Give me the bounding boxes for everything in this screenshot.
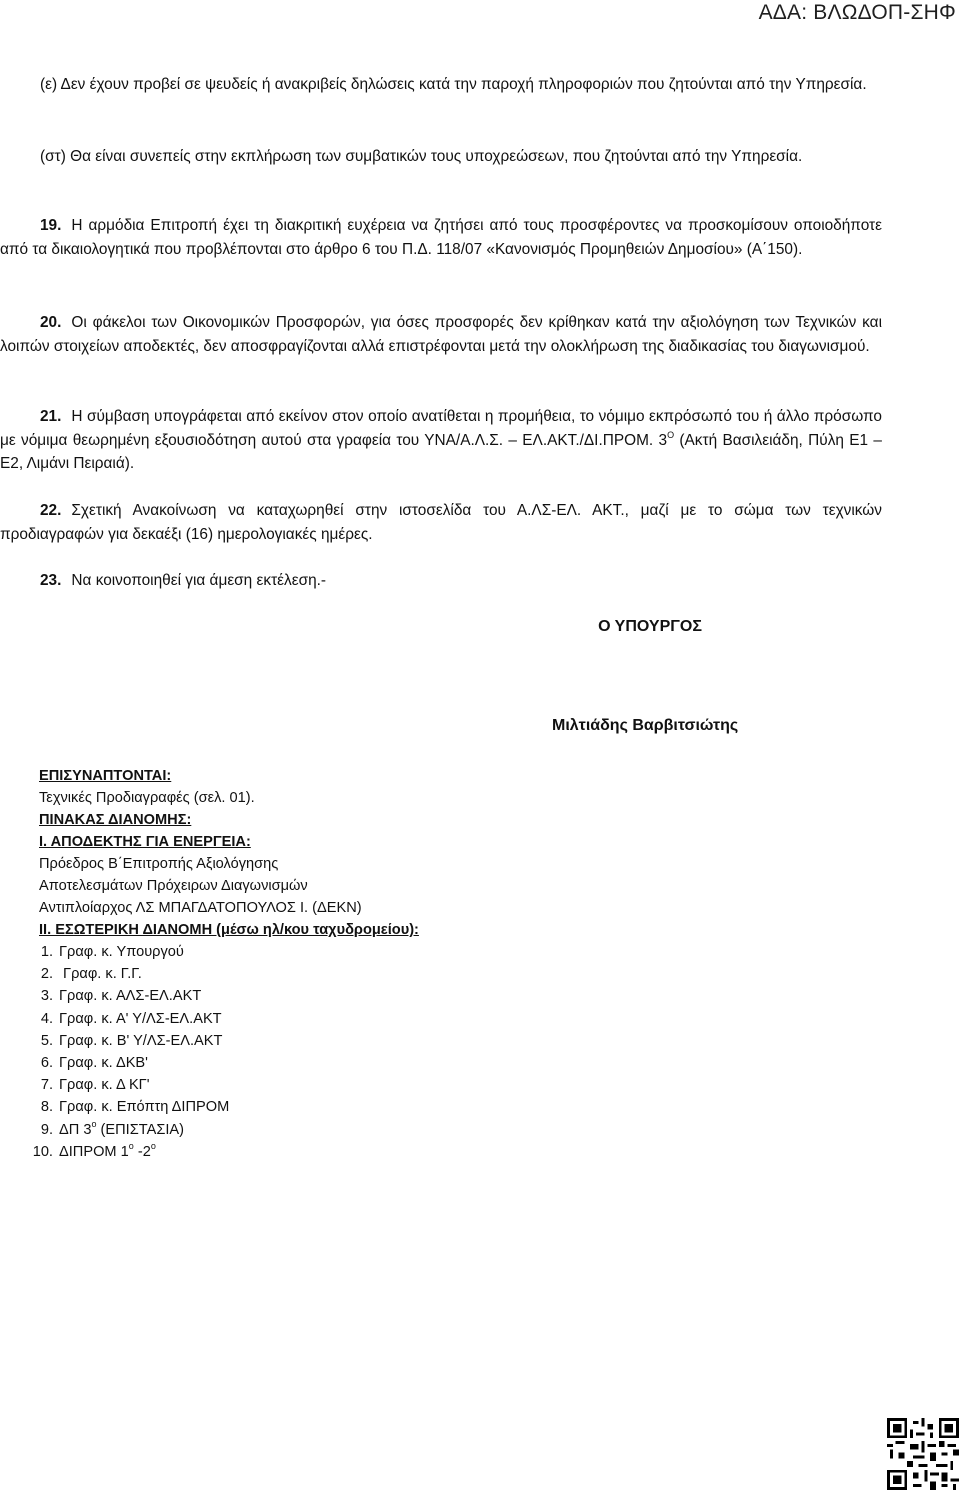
paragraph-number: 22.: [40, 502, 62, 519]
list-item: 3. Γραφ. κ. ΑΛΣ-ΕΛ.ΑΚΤ: [40, 988, 202, 1005]
list-item: 9. ΔΠ $3^o$ (ΕΠΙΣΤΑΣΙΑ): [40, 1118, 184, 1138]
ada-code: ΑΔΑ: ΒΛΩΔΟΠ-ΣΗΦ: [758, 1, 956, 24]
distribution-heading: ΠΙΝΑΚΑΣ ΔΙΑΝΟΜΗΣ:: [39, 812, 192, 828]
internal-distribution-heading: ΙΙ. ΕΣΩΤΕΡΙΚΗ ΔΙΑΝΟΜΗ (μέσω ηλ/κου ταχυδρομείου):: [39, 922, 419, 938]
signature-title: Ο ΥΠΟΥΡΓΟΣ: [598, 618, 702, 635]
paragraph-19: 19. Η αρμόδια Επιτροπή έχει τη διακριτική ευχέρεια να ζητήσει από τους προσφέροντες να προσκομίσουν οποιοδήποτε από τα δικαιολογητικά που προβλέπονται στο άρθρο 6 του Π.Δ. 118/07 «Κανονισμός Προμηθειών Δημοσίου» (Α΄150).: [0, 217, 882, 258]
annex-block: [39, 765, 419, 941]
signature-name: Μιλτιάδης Βαρβιτσιώτης: [552, 717, 739, 734]
paragraph-e: (ε) Δεν έχουν προβεί σε ψευδείς ή ανακριβείς δηλώσεις κατά την παροχή πληροφοριών που ζητούνται από την Υπηρεσία.: [40, 76, 867, 93]
action-recipient-line: Πρόεδρος Β΄Επιτροπής Αξιολόγησης: [39, 856, 279, 872]
list-item: 2. Γραφ. κ. Γ.Γ.: [40, 966, 142, 983]
list-item: 1. Γραφ. κ. Υπουργού: [40, 944, 184, 960]
annex-heading: ΕΠΙΣΥΝΑΠΤΟΝΤΑΙ:: [39, 768, 172, 784]
qr-code-icon: [887, 1418, 959, 1490]
paragraph-21: 21. Η σύμβαση υπογράφεται από εκείνον στον οποίο ανατίθεται η προμήθεια, το νόμιμο εκπρόσωπό του ή άλλο πρόσωπο με νόμιμα θεωρημένη εξουσιοδότηση αυτού στα γραφεία του ΥΝΑ/Α.Λ.Σ. – ΕΛ.ΑΚΤ./ΔΙ.ΠΡΟΜ. $3^O$ (Ακτή Βασιλειάδη, Πύλη Ε1 – Ε2, Λιμάνι Πειραιά).: [0, 408, 882, 472]
paragraph-number: 23.: [40, 572, 62, 589]
list-item: 7. Γραφ. κ. Δ ΚΓ': [40, 1077, 150, 1094]
paragraph-number: 20.: [40, 314, 62, 331]
list-item: 6. Γραφ. κ. ΔΚΒ': [40, 1055, 148, 1072]
paragraph-number: 21.: [40, 408, 62, 425]
paragraph-20: 20. Οι φάκελοι των Οικονομικών Προσφορών, για όσες προσφορές δεν κρίθηκαν κατά την αξιολόγηση των Τεχνικών και λοιπών στοιχείων αποδεκτές, δεν αποσφραγίζονται αλλά επιστρέφονται μετά την ολοκλήρωση της διαδικασίας του διαγωνισμού.: [0, 314, 882, 355]
paragraph-number: 19.: [40, 217, 62, 234]
action-recipient-line: Αντιπλοίαρχος ΛΣ ΜΠΑΓΔΑΤΟΠΟΥΛΟΣ Ι. (ΔΕΚΝ): [39, 900, 362, 916]
action-recipient-line: Αποτελεσμάτων Πρόχειρων Διαγωνισμών: [39, 878, 308, 894]
paragraph-st: (στ) Θα είναι συνεπείς στην εκπλήρωση των συμβατικών τους υποχρεώσεων, που ζητούνται από την Υπηρεσία.: [40, 148, 803, 165]
annex-item: Τεχνικές Προδιαγραφές (σελ. 01).: [39, 790, 255, 806]
list-item: 5. Γραφ. κ. Β' Υ/ΛΣ-ΕΛ.ΑΚΤ: [40, 1032, 223, 1049]
list-item: 4. Γραφ. κ. Α' Υ/ΛΣ-ΕΛ.ΑΚΤ: [40, 1010, 222, 1027]
action-recipient-heading: Ι. ΑΠΟΔΕΚΤΗΣ ΓΙΑ ΕΝΕΡΓΕΙΑ:: [39, 834, 251, 850]
list-item: 8. Γραφ. κ. Επόπτη ΔΙΠΡΟΜ: [40, 1099, 230, 1116]
paragraph-23: 23. Να κοινοποιηθεί για άμεση εκτέλεση.-: [40, 572, 327, 589]
list-item: 10. ΔΙΠΡΟΜ $1^o$ $-2^o$: [32, 1140, 156, 1160]
distribution-list: [20, 941, 229, 1163]
paragraph-22: 22. Σχετική Ανακοίνωση να καταχωρηθεί στην ιστοσελίδα του Α.ΛΣ-ΕΛ. ΑΚΤ., μαζί με το σώμα των τεχνικών προδιαγραφών για δεκαέξι (16) ημερολογιακές ημέρες.: [0, 502, 882, 543]
